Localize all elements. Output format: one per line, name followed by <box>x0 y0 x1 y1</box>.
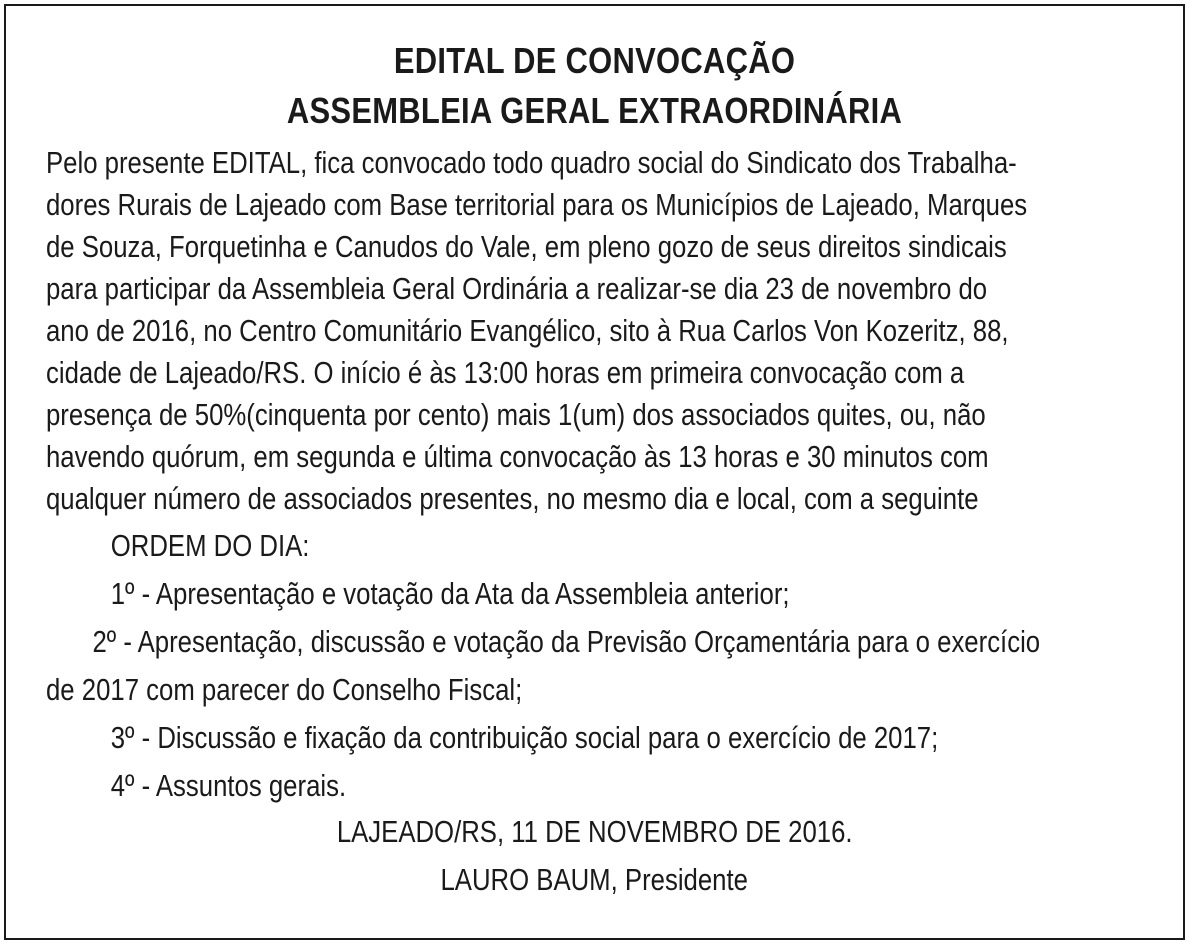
agenda-item-4: 4º - Assuntos gerais. <box>110 768 347 803</box>
notice-body-paragraph <box>46 142 1143 520</box>
agenda-item-2-line-1: 2º - Apresentação, discussão e votação da Previsão Orçamentária para o exercício <box>92 624 1041 659</box>
body-line: dores Rurais de Lajeado com Base territorial para os Municípios de Lajeado, Marques <box>46 187 1028 222</box>
body-line: qualquer número de associados presentes, no mesmo dia e local, com a seguinte <box>46 481 979 516</box>
notice-title-line-1: EDITAL DE CONVOCAÇÃO <box>393 40 796 81</box>
body-line: Pelo presente EDITAL, fica convocado todo quadro social do Sindicato dos Trabalha- <box>46 145 1017 180</box>
place-date-line <box>46 808 1143 856</box>
body-line: ano de 2016, no Centro Comunitário Evangélico, sito à Rua Carlos Von Kozeritz, 88, <box>46 313 1009 348</box>
agenda-item-3: 3º - Discussão e fixação da contribuição social para o exercício de 2017; <box>110 720 939 755</box>
place-date: LAJEADO/RS, 11 DE NOVEMBRO DE 2016. <box>336 814 853 849</box>
agenda-item-1: 1º - Apresentação e votação da Ata da Assembleia anterior; <box>110 576 790 611</box>
agenda-item-2-line-2: de 2017 com parecer do Conselho Fiscal; <box>46 672 523 707</box>
notice-frame <box>4 4 1185 940</box>
body-line: para participar da Assembleia Geral Ordinária a realizar-se dia 23 de novembro do <box>46 271 988 306</box>
signature: LAURO BAUM, Presidente <box>440 862 749 897</box>
body-line: havendo quórum, em segunda e última convocação às 13 horas e 30 minutos com <box>46 439 989 474</box>
agenda-heading: ORDEM DO DIA: <box>110 528 310 563</box>
agenda-section <box>46 522 1143 810</box>
notice-title-line-2: ASSEMBLEIA GERAL EXTRAORDINÁRIA <box>286 90 903 131</box>
body-line: de Souza, Forquetinha e Canudos do Vale, em pleno gozo de seus direitos sindicais <box>46 229 1007 264</box>
body-line: presença de 50%(cinquenta por cento) mais 1(um) dos associados quites, ou, não <box>46 397 986 432</box>
signature-line <box>46 856 1143 904</box>
body-line: cidade de Lajeado/RS. O início é às 13:00 horas em primeira convocação com a <box>46 355 965 390</box>
